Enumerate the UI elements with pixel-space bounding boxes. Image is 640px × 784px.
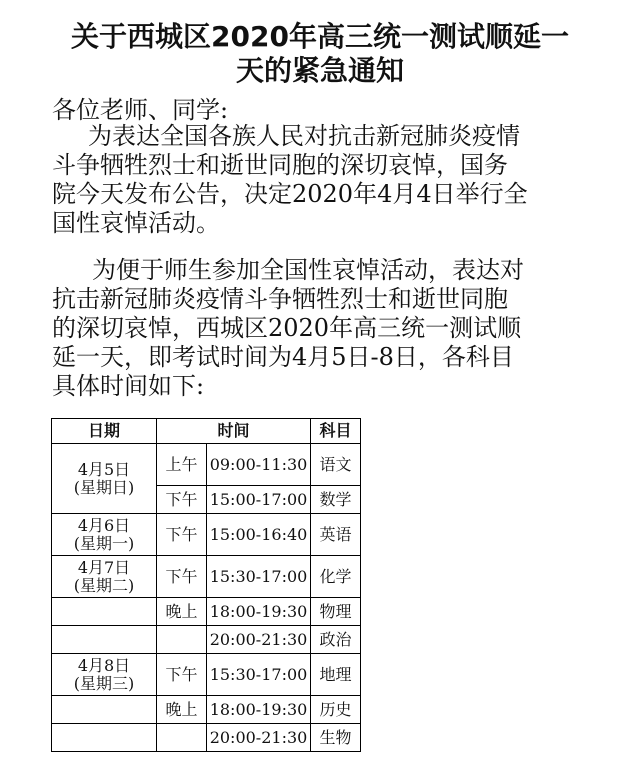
paragraph-1-line: 斗争牺牲烈士和逝世同胞的深切哀悼，国务 — [52, 151, 508, 179]
table-row — [52, 696, 361, 724]
table-row — [52, 556, 361, 598]
subject-cell: 政治 — [311, 626, 361, 654]
date-weekday: (星期二) — [73, 575, 135, 595]
date-cell-empty — [52, 696, 157, 724]
subject-cell: 生物 — [311, 724, 361, 752]
subject-cell: 英语 — [311, 514, 361, 556]
date-cell-empty — [52, 598, 157, 626]
segment-cell: 晚上 — [157, 696, 207, 724]
header-date: 日期 — [52, 419, 157, 444]
table-row — [52, 724, 361, 752]
time-cell: 18:00-19:30 — [207, 696, 311, 724]
date-cell — [52, 444, 157, 514]
notice-title — [20, 20, 620, 88]
date-day: 4月8日 — [77, 655, 131, 675]
subject-cell: 地理 — [311, 654, 361, 696]
date-cell — [52, 556, 157, 598]
date-day: 4月7日 — [77, 557, 131, 577]
segment-cell: 下午 — [157, 556, 207, 598]
segment-cell: 上午 — [157, 444, 207, 486]
date-day: 4月5日 — [77, 459, 131, 479]
segment-cell: 下午 — [157, 654, 207, 696]
paragraph-2-line: 具体时间如下: — [52, 372, 205, 400]
title-line-2: 天的紧急通知 — [235, 54, 404, 87]
exam-schedule-table — [51, 418, 361, 752]
time-cell: 15:00-16:40 — [207, 514, 311, 556]
table-row — [52, 514, 361, 556]
header-subject: 科目 — [311, 419, 361, 444]
date-weekday: (星期一) — [73, 533, 135, 553]
time-cell: 09:00-11:30 — [207, 444, 311, 486]
segment-cell: 晚上 — [157, 598, 207, 626]
date-cell-empty — [52, 724, 157, 752]
segment-cell: 下午 — [157, 514, 207, 556]
paragraph-2-line: 延一天，即考试时间为4月5日-8日，各科目 — [52, 343, 514, 371]
date-cell — [52, 514, 157, 556]
time-cell: 15:30-17:00 — [207, 654, 311, 696]
paragraph-1 — [52, 122, 592, 238]
date-cell — [52, 654, 157, 696]
table-row — [52, 626, 361, 654]
time-cell: 18:00-19:30 — [207, 598, 311, 626]
segment-cell — [157, 724, 207, 752]
time-cell: 20:00-21:30 — [207, 626, 311, 654]
paragraph-2-line: 的深切哀悼，西城区2020年高三统一测试顺 — [52, 314, 522, 342]
header-time: 时间 — [157, 419, 311, 444]
paragraph-1-line: 为表达全国各族人民对抗击新冠肺炎疫情 — [88, 122, 520, 150]
date-day: 4月6日 — [77, 515, 131, 535]
subject-cell: 历史 — [311, 696, 361, 724]
time-cell: 15:00-17:00 — [207, 486, 311, 514]
subject-cell: 物理 — [311, 598, 361, 626]
segment-cell: 下午 — [157, 486, 207, 514]
table-row — [52, 444, 361, 486]
table-row — [52, 598, 361, 626]
table-header-row — [52, 419, 361, 444]
time-cell: 15:30-17:00 — [207, 556, 311, 598]
table-row — [52, 654, 361, 696]
time-cell: 20:00-21:30 — [207, 724, 311, 752]
date-cell-empty — [52, 626, 157, 654]
paragraph-1-line: 院今天发布公告，决定2020年4月4日举行全 — [52, 180, 528, 208]
paragraph-2 — [52, 256, 592, 401]
segment-cell — [157, 626, 207, 654]
salutation: 各位老师、同学: — [52, 96, 229, 124]
date-weekday: (星期三) — [73, 673, 135, 693]
subject-cell: 语文 — [311, 444, 361, 486]
date-weekday: (星期日) — [73, 477, 135, 497]
subject-cell: 数学 — [311, 486, 361, 514]
paragraph-2-line: 为便于师生参加全国性哀悼活动，表达对 — [92, 256, 524, 284]
paragraph-1-line: 国性哀悼活动。 — [52, 209, 220, 237]
paragraph-2-line: 抗击新冠肺炎疫情斗争牺牲烈士和逝世同胞 — [52, 285, 508, 313]
subject-cell: 化学 — [311, 556, 361, 598]
title-line-1: 关于西城区2020年高三统一测试顺延一 — [71, 20, 569, 53]
